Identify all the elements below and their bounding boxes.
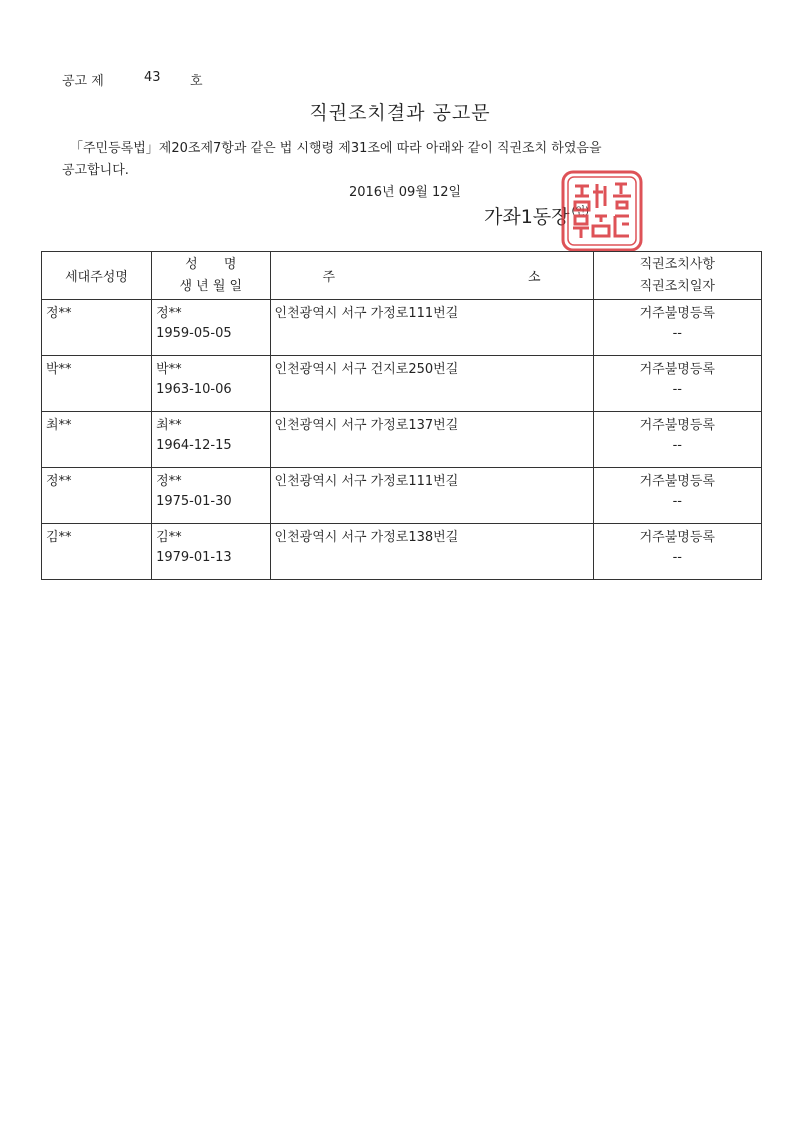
row-action-date: -- [672,550,682,565]
row-address: 인천광역시 서구 가정로111번길 [274,474,459,489]
row-action: 거주불명등록 [639,530,715,545]
notice-body-line2: 공고합니다. [62,163,129,178]
issuer-seal-mark: (인) [571,206,589,217]
row-birth: 1979-01-13 [156,550,232,565]
row-birth: 1959-05-05 [156,326,232,341]
table-row [42,300,762,356]
row-address: 인천광역시 서구 건지로250번길 [274,362,459,377]
header-name-b: 명 [223,256,237,272]
row-head-name: 박** [46,362,72,377]
notice-body-line1: 「주민등록법」제20조제7항과 같은 법 시행령 제31조에 따라 아래와 같이 직권조치 하였음을 [70,141,602,156]
row-head-name: 정** [46,474,72,489]
table-row [42,356,762,412]
row-action: 거주불명등록 [639,362,715,377]
row-address: 인천광역시 서구 가정로137번길 [274,418,459,433]
header-address [270,252,593,300]
row-action: 거주불명등록 [639,418,715,433]
row-action: 거주불명등록 [639,306,715,321]
row-address: 인천광역시 서구 가정로138번길 [274,530,459,545]
records-table [41,251,762,580]
row-head-name: 최** [46,418,72,433]
table-row [42,412,762,468]
page-title: 직권조치결과 공고문 [309,102,491,124]
header-address-a: 주 [322,270,336,285]
row-name: 정** [156,306,182,321]
row-birth: 1975-01-30 [156,494,232,509]
header-action-date: 직권조치일자 [639,278,715,294]
header-name-birth [152,252,270,300]
header-action [593,252,761,300]
row-action-date: -- [672,438,682,453]
row-name: 최** [156,418,182,433]
notice-number [62,70,203,89]
header-head-name: 세대주성명 [42,252,152,300]
row-birth: 1964-12-15 [156,438,232,453]
row-head-name: 김** [46,530,72,545]
official-seal-icon [559,168,645,254]
header-action-type: 직권조치사항 [639,256,715,272]
table-row [42,524,762,580]
row-name: 김** [156,530,182,545]
table-header-row [42,252,762,300]
notice-number-value: 43 [144,70,161,85]
row-name: 정** [156,474,182,489]
notice-date: 2016년 09월 12일 [348,185,462,200]
table-row [42,468,762,524]
header-birth: 생 년 월 일 [179,278,243,294]
row-action-date: -- [672,326,682,341]
issuer-name: 가좌1동장 [484,206,570,228]
row-action-date: -- [672,494,682,509]
header-name-a: 성 [185,256,198,272]
row-action: 거주불명등록 [639,474,715,489]
notice-suffix: 호 [190,74,203,89]
row-address: 인천광역시 서구 가정로111번길 [274,306,459,321]
header-address-b: 소 [527,270,541,285]
row-name: 박** [156,362,182,377]
row-head-name: 정** [46,306,72,321]
row-action-date: -- [672,382,682,397]
notice-label: 공고 제 [62,74,104,89]
row-birth: 1963-10-06 [156,382,232,397]
